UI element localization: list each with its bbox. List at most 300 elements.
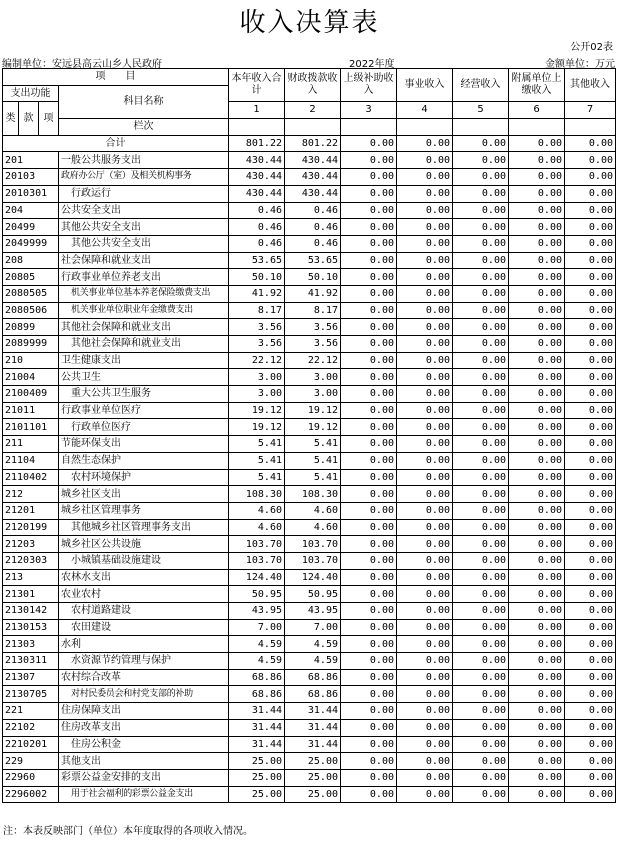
row-c4: 0.00 (397, 603, 453, 620)
row-c5: 0.00 (453, 486, 509, 503)
row-subject-name: 自然生态保护 (59, 452, 229, 469)
row-c1: 31.44 (229, 736, 285, 753)
row-code: 213 (3, 569, 59, 586)
row-c7: 0.00 (565, 202, 616, 219)
row-code: 21104 (3, 452, 59, 469)
table-row (3, 586, 616, 603)
row-code: 221 (3, 703, 59, 720)
row-c1: 25.00 (229, 769, 285, 786)
row-c3: 0.00 (341, 636, 397, 653)
row-c6: 0.00 (509, 486, 565, 503)
row-subject-name: 住房改革支出 (59, 719, 229, 736)
row-c5: 0.00 (453, 753, 509, 770)
row-c1: 43.95 (229, 603, 285, 620)
row-c6: 0.00 (509, 636, 565, 653)
row-c4: 0.00 (397, 586, 453, 603)
page-title: 收入决算表 (239, 8, 380, 38)
row-c1: 3.00 (229, 369, 285, 386)
row-c6: 0.00 (509, 569, 565, 586)
row-c1: 108.30 (229, 486, 285, 503)
row-c6: 0.00 (509, 402, 565, 419)
row-c4: 0.00 (397, 569, 453, 586)
row-code: 2120199 (3, 519, 59, 536)
row-code: 21203 (3, 536, 59, 553)
row-c6: 0.00 (509, 352, 565, 369)
row-code: 21301 (3, 586, 59, 603)
header-c3: 上级补助收入 (341, 69, 397, 102)
row-c6: 0.00 (509, 769, 565, 786)
row-c4: 0.00 (397, 402, 453, 419)
row-c7: 0.00 (565, 703, 616, 720)
row-c1: 430.44 (229, 169, 285, 186)
row-c4: 0.00 (397, 302, 453, 319)
row-c5: 0.00 (453, 669, 509, 686)
table-row (3, 252, 616, 269)
row-c1: 4.60 (229, 519, 285, 536)
row-c3: 0.00 (341, 202, 397, 219)
row-c7: 0.00 (565, 319, 616, 336)
row-c2: 19.12 (285, 419, 341, 436)
row-c1: 103.70 (229, 552, 285, 569)
row-c3: 0.00 (341, 669, 397, 686)
row-c3: 0.00 (341, 703, 397, 720)
table-row (3, 636, 616, 653)
row-subject-name: 一般公共服务支出 (59, 152, 229, 169)
row-c5: 0.00 (453, 402, 509, 419)
row-c7: 0.00 (565, 452, 616, 469)
row-c2: 31.44 (285, 736, 341, 753)
row-code: 22102 (3, 719, 59, 736)
row-c3: 0.00 (341, 436, 397, 453)
row-code: 2010301 (3, 185, 59, 202)
row-c4: 0.00 (397, 786, 453, 803)
row-subject-name: 社会保障和就业支出 (59, 252, 229, 269)
row-c2: 5.41 (285, 436, 341, 453)
table-row (3, 219, 616, 236)
row-c3: 0.00 (341, 786, 397, 803)
row-c3: 0.00 (341, 319, 397, 336)
row-code: 2130311 (3, 653, 59, 670)
header-c7: 其他收入 (565, 69, 616, 102)
row-c4: 0.00 (397, 753, 453, 770)
row-c6: 0.00 (509, 653, 565, 670)
row-c4: 0.00 (397, 235, 453, 252)
row-c7: 0.00 (565, 402, 616, 419)
row-c5: 0.00 (453, 536, 509, 553)
row-c1: 7.00 (229, 619, 285, 636)
row-code: 204 (3, 202, 59, 219)
table-row (3, 235, 616, 252)
row-c7: 0.00 (565, 269, 616, 286)
row-c2: 430.44 (285, 169, 341, 186)
row-c3: 0.00 (341, 586, 397, 603)
row-c5: 0.00 (453, 319, 509, 336)
row-c1: 4.59 (229, 636, 285, 653)
row-c2: 0.46 (285, 202, 341, 219)
row-c5: 0.00 (453, 502, 509, 519)
row-c6: 0.00 (509, 386, 565, 403)
header-row-1 (3, 69, 616, 86)
table-row (3, 386, 616, 403)
row-code: 2100409 (3, 386, 59, 403)
row-c5: 0.00 (453, 552, 509, 569)
header-class-x: 项 (39, 102, 59, 135)
row-c3: 0.00 (341, 336, 397, 353)
row-c4: 0.00 (397, 669, 453, 686)
row-subject-name: 其他公共安全支出 (59, 235, 229, 252)
row-c7: 0.00 (565, 669, 616, 686)
row-c4: 0.00 (397, 536, 453, 553)
row-c6: 0.00 (509, 369, 565, 386)
header-c5: 经营收入 (453, 69, 509, 102)
footnote: 注：本表反映部门（单位）本年度取得的各项收入情况。 (3, 826, 253, 837)
row-c5: 0.00 (453, 619, 509, 636)
row-subject-name: 行政事业单位医疗 (59, 402, 229, 419)
row-c6: 0.00 (509, 736, 565, 753)
row-c1: 430.44 (229, 152, 285, 169)
row-c1: 430.44 (229, 185, 285, 202)
row-c1: 3.56 (229, 336, 285, 353)
row-c5: 0.00 (453, 736, 509, 753)
row-code: 21011 (3, 402, 59, 419)
row-c5: 0.00 (453, 519, 509, 536)
header-c6: 附属单位上缴收入 (509, 69, 565, 102)
row-c6: 0.00 (509, 219, 565, 236)
row-c2: 0.46 (285, 219, 341, 236)
table-row (3, 686, 616, 703)
row-c3: 0.00 (341, 235, 397, 252)
row-c3: 0.00 (341, 502, 397, 519)
row-c2: 31.44 (285, 703, 341, 720)
row-c1: 0.46 (229, 219, 285, 236)
row-c2: 53.65 (285, 252, 341, 269)
row-c5: 0.00 (453, 569, 509, 586)
row-c1: 31.44 (229, 703, 285, 720)
row-c1: 8.17 (229, 302, 285, 319)
row-c2: 430.44 (285, 185, 341, 202)
row-c6: 0.00 (509, 586, 565, 603)
row-c7: 0.00 (565, 352, 616, 369)
row-c4: 0.00 (397, 552, 453, 569)
row-c7: 0.00 (565, 219, 616, 236)
row-c1: 19.12 (229, 419, 285, 436)
row-c2: 4.59 (285, 653, 341, 670)
row-c3: 0.00 (341, 185, 397, 202)
row-c7: 0.00 (565, 736, 616, 753)
row-code: 20899 (3, 319, 59, 336)
row-subject-name: 农村综合改革 (59, 669, 229, 686)
row-subject-name: 彩票公益金安排的支出 (59, 769, 229, 786)
row-c3: 0.00 (341, 719, 397, 736)
total-c1: 801.22 (229, 135, 285, 152)
row-subject-name: 其他城乡社区管理事务支出 (59, 519, 229, 536)
row-c1: 0.46 (229, 235, 285, 252)
row-c4: 0.00 (397, 686, 453, 703)
row-c7: 0.00 (565, 552, 616, 569)
row-c5: 0.00 (453, 152, 509, 169)
row-subject-name: 农林水支出 (59, 569, 229, 586)
row-c6: 0.00 (509, 152, 565, 169)
row-c5: 0.00 (453, 703, 509, 720)
row-c4: 0.00 (397, 486, 453, 503)
row-c6: 0.00 (509, 436, 565, 453)
row-c1: 41.92 (229, 285, 285, 302)
header-project: 项 目 (3, 69, 229, 86)
row-c7: 0.00 (565, 185, 616, 202)
row-subject-name: 城乡社区管理事务 (59, 502, 229, 519)
row-c2: 4.60 (285, 519, 341, 536)
total-label: 合计 (3, 135, 229, 152)
col-no-1: 1 (229, 102, 285, 119)
row-c5: 0.00 (453, 336, 509, 353)
table-row (3, 653, 616, 670)
row-c4: 0.00 (397, 336, 453, 353)
row-code: 211 (3, 436, 59, 453)
row-subject-name: 住房公积金 (59, 736, 229, 753)
row-code: 21307 (3, 669, 59, 686)
table-row (3, 185, 616, 202)
table-row (3, 486, 616, 503)
row-c5: 0.00 (453, 786, 509, 803)
row-c3: 0.00 (341, 753, 397, 770)
row-c4: 0.00 (397, 369, 453, 386)
row-c2: 41.92 (285, 285, 341, 302)
row-code: 2080505 (3, 285, 59, 302)
row-c6: 0.00 (509, 169, 565, 186)
row-c7: 0.00 (565, 786, 616, 803)
row-c1: 19.12 (229, 402, 285, 419)
row-c5: 0.00 (453, 269, 509, 286)
col-no-6: 6 (509, 102, 565, 119)
header-class-l: 类 (3, 102, 19, 135)
row-c3: 0.00 (341, 252, 397, 269)
row-subject-name: 政府办公厅（室）及相关机构事务 (59, 169, 229, 186)
row-c4: 0.00 (397, 185, 453, 202)
row-c1: 50.10 (229, 269, 285, 286)
row-code: 2101101 (3, 419, 59, 436)
row-c3: 0.00 (341, 536, 397, 553)
col-no-7: 7 (565, 102, 616, 119)
row-subject-name: 其他社会保障和就业支出 (59, 319, 229, 336)
row-c6: 0.00 (509, 285, 565, 302)
row-c7: 0.00 (565, 686, 616, 703)
row-c5: 0.00 (453, 302, 509, 319)
row-c1: 4.59 (229, 653, 285, 670)
row-c7: 0.00 (565, 152, 616, 169)
row-code: 2130142 (3, 603, 59, 620)
row-c4: 0.00 (397, 436, 453, 453)
row-c4: 0.00 (397, 653, 453, 670)
col-no-5: 5 (453, 102, 509, 119)
row-c4: 0.00 (397, 269, 453, 286)
row-c7: 0.00 (565, 536, 616, 553)
table-row (3, 736, 616, 753)
row-c6: 0.00 (509, 202, 565, 219)
table-row (3, 703, 616, 720)
row-c5: 0.00 (453, 185, 509, 202)
row-code: 21201 (3, 502, 59, 519)
row-c3: 0.00 (341, 219, 397, 236)
row-c3: 0.00 (341, 302, 397, 319)
row-c5: 0.00 (453, 252, 509, 269)
row-c2: 430.44 (285, 152, 341, 169)
row-c7: 0.00 (565, 636, 616, 653)
row-c3: 0.00 (341, 152, 397, 169)
row-c5: 0.00 (453, 169, 509, 186)
row-c6: 0.00 (509, 536, 565, 553)
table-row (3, 202, 616, 219)
table-row (3, 152, 616, 169)
table-row (3, 519, 616, 536)
row-c2: 4.60 (285, 502, 341, 519)
row-c3: 0.00 (341, 285, 397, 302)
col-no-2: 2 (285, 102, 341, 119)
row-code: 201 (3, 152, 59, 169)
row-c4: 0.00 (397, 469, 453, 486)
table-row (3, 719, 616, 736)
row-c4: 0.00 (397, 352, 453, 369)
table-row (3, 469, 616, 486)
row-c1: 50.95 (229, 586, 285, 603)
row-c6: 0.00 (509, 619, 565, 636)
table-row (3, 285, 616, 302)
row-c3: 0.00 (341, 269, 397, 286)
row-c5: 0.00 (453, 636, 509, 653)
row-c3: 0.00 (341, 686, 397, 703)
row-subject-name: 卫生健康支出 (59, 352, 229, 369)
row-subject-name: 行政单位医疗 (59, 419, 229, 436)
row-c7: 0.00 (565, 519, 616, 536)
row-c6: 0.00 (509, 185, 565, 202)
row-c2: 31.44 (285, 719, 341, 736)
row-subject-name: 重大公共卫生服务 (59, 386, 229, 403)
row-c7: 0.00 (565, 386, 616, 403)
row-c6: 0.00 (509, 753, 565, 770)
row-subject-name: 城乡社区公共设施 (59, 536, 229, 553)
row-c2: 43.95 (285, 603, 341, 620)
header-class-k: 款 (19, 102, 39, 135)
row-c3: 0.00 (341, 369, 397, 386)
row-subject-name: 住房保障支出 (59, 703, 229, 720)
table-row (3, 319, 616, 336)
row-c7: 0.00 (565, 486, 616, 503)
row-code: 2110402 (3, 469, 59, 486)
table-row (3, 619, 616, 636)
row-subject-name: 农村道路建设 (59, 603, 229, 620)
row-c4: 0.00 (397, 736, 453, 753)
row-c6: 0.00 (509, 235, 565, 252)
row-c7: 0.00 (565, 586, 616, 603)
row-c7: 0.00 (565, 235, 616, 252)
total-c6: 0.00 (509, 135, 565, 152)
table-row (3, 436, 616, 453)
row-subject-name: 行政事业单位养老支出 (59, 269, 229, 286)
row-c1: 0.46 (229, 202, 285, 219)
row-c5: 0.00 (453, 686, 509, 703)
row-subject-name: 小城镇基础设施建设 (59, 552, 229, 569)
row-c2: 19.12 (285, 402, 341, 419)
row-c7: 0.00 (565, 302, 616, 319)
row-subject-name: 农村环境保护 (59, 469, 229, 486)
row-c6: 0.00 (509, 319, 565, 336)
row-code: 2296002 (3, 786, 59, 803)
row-c7: 0.00 (565, 653, 616, 670)
row-c6: 0.00 (509, 603, 565, 620)
form-number: 公开02表 (570, 42, 613, 53)
row-c7: 0.00 (565, 719, 616, 736)
row-c3: 0.00 (341, 519, 397, 536)
row-code: 229 (3, 753, 59, 770)
row-c1: 22.12 (229, 352, 285, 369)
row-c5: 0.00 (453, 235, 509, 252)
row-c1: 68.86 (229, 686, 285, 703)
table-row (3, 169, 616, 186)
row-c1: 5.41 (229, 452, 285, 469)
row-c4: 0.00 (397, 719, 453, 736)
row-c3: 0.00 (341, 386, 397, 403)
row-c1: 68.86 (229, 669, 285, 686)
row-c7: 0.00 (565, 619, 616, 636)
total-c5: 0.00 (453, 135, 509, 152)
row-c7: 0.00 (565, 419, 616, 436)
header-row-4 (3, 119, 616, 136)
row-c2: 25.00 (285, 769, 341, 786)
header-func: 支出功能 (3, 85, 59, 102)
row-c7: 0.00 (565, 603, 616, 620)
row-c2: 4.59 (285, 636, 341, 653)
row-c2: 25.00 (285, 786, 341, 803)
row-subject-name: 农业农村 (59, 586, 229, 603)
report-info-line (2, 55, 615, 68)
row-c1: 5.41 (229, 469, 285, 486)
row-c5: 0.00 (453, 202, 509, 219)
row-c1: 3.56 (229, 319, 285, 336)
row-c1: 5.41 (229, 436, 285, 453)
row-c2: 50.95 (285, 586, 341, 603)
row-c6: 0.00 (509, 269, 565, 286)
row-subject-name: 机关事业单位基本养老保险缴费支出 (59, 285, 229, 302)
total-c3: 0.00 (341, 135, 397, 152)
table-row (3, 569, 616, 586)
income-table (2, 68, 616, 803)
row-c3: 0.00 (341, 653, 397, 670)
row-subject-name: 对村民委员会和村党支部的补助 (59, 686, 229, 703)
row-c6: 0.00 (509, 686, 565, 703)
row-c2: 5.41 (285, 469, 341, 486)
row-c4: 0.00 (397, 769, 453, 786)
total-c7: 0.00 (565, 135, 616, 152)
row-c2: 0.46 (285, 235, 341, 252)
table-row (3, 302, 616, 319)
row-c5: 0.00 (453, 219, 509, 236)
table-row (3, 786, 616, 803)
header-c2: 财政拨款收入 (285, 69, 341, 102)
row-c3: 0.00 (341, 402, 397, 419)
row-code: 212 (3, 486, 59, 503)
row-c2: 3.56 (285, 319, 341, 336)
row-code: 21303 (3, 636, 59, 653)
table-row (3, 402, 616, 419)
row-c6: 0.00 (509, 502, 565, 519)
row-c3: 0.00 (341, 603, 397, 620)
table-row (3, 352, 616, 369)
row-subject-name: 其他支出 (59, 753, 229, 770)
header-subject: 科目名称 (59, 85, 229, 118)
row-c2: 103.70 (285, 536, 341, 553)
row-c2: 108.30 (285, 486, 341, 503)
row-c1: 25.00 (229, 753, 285, 770)
row-c3: 0.00 (341, 169, 397, 186)
